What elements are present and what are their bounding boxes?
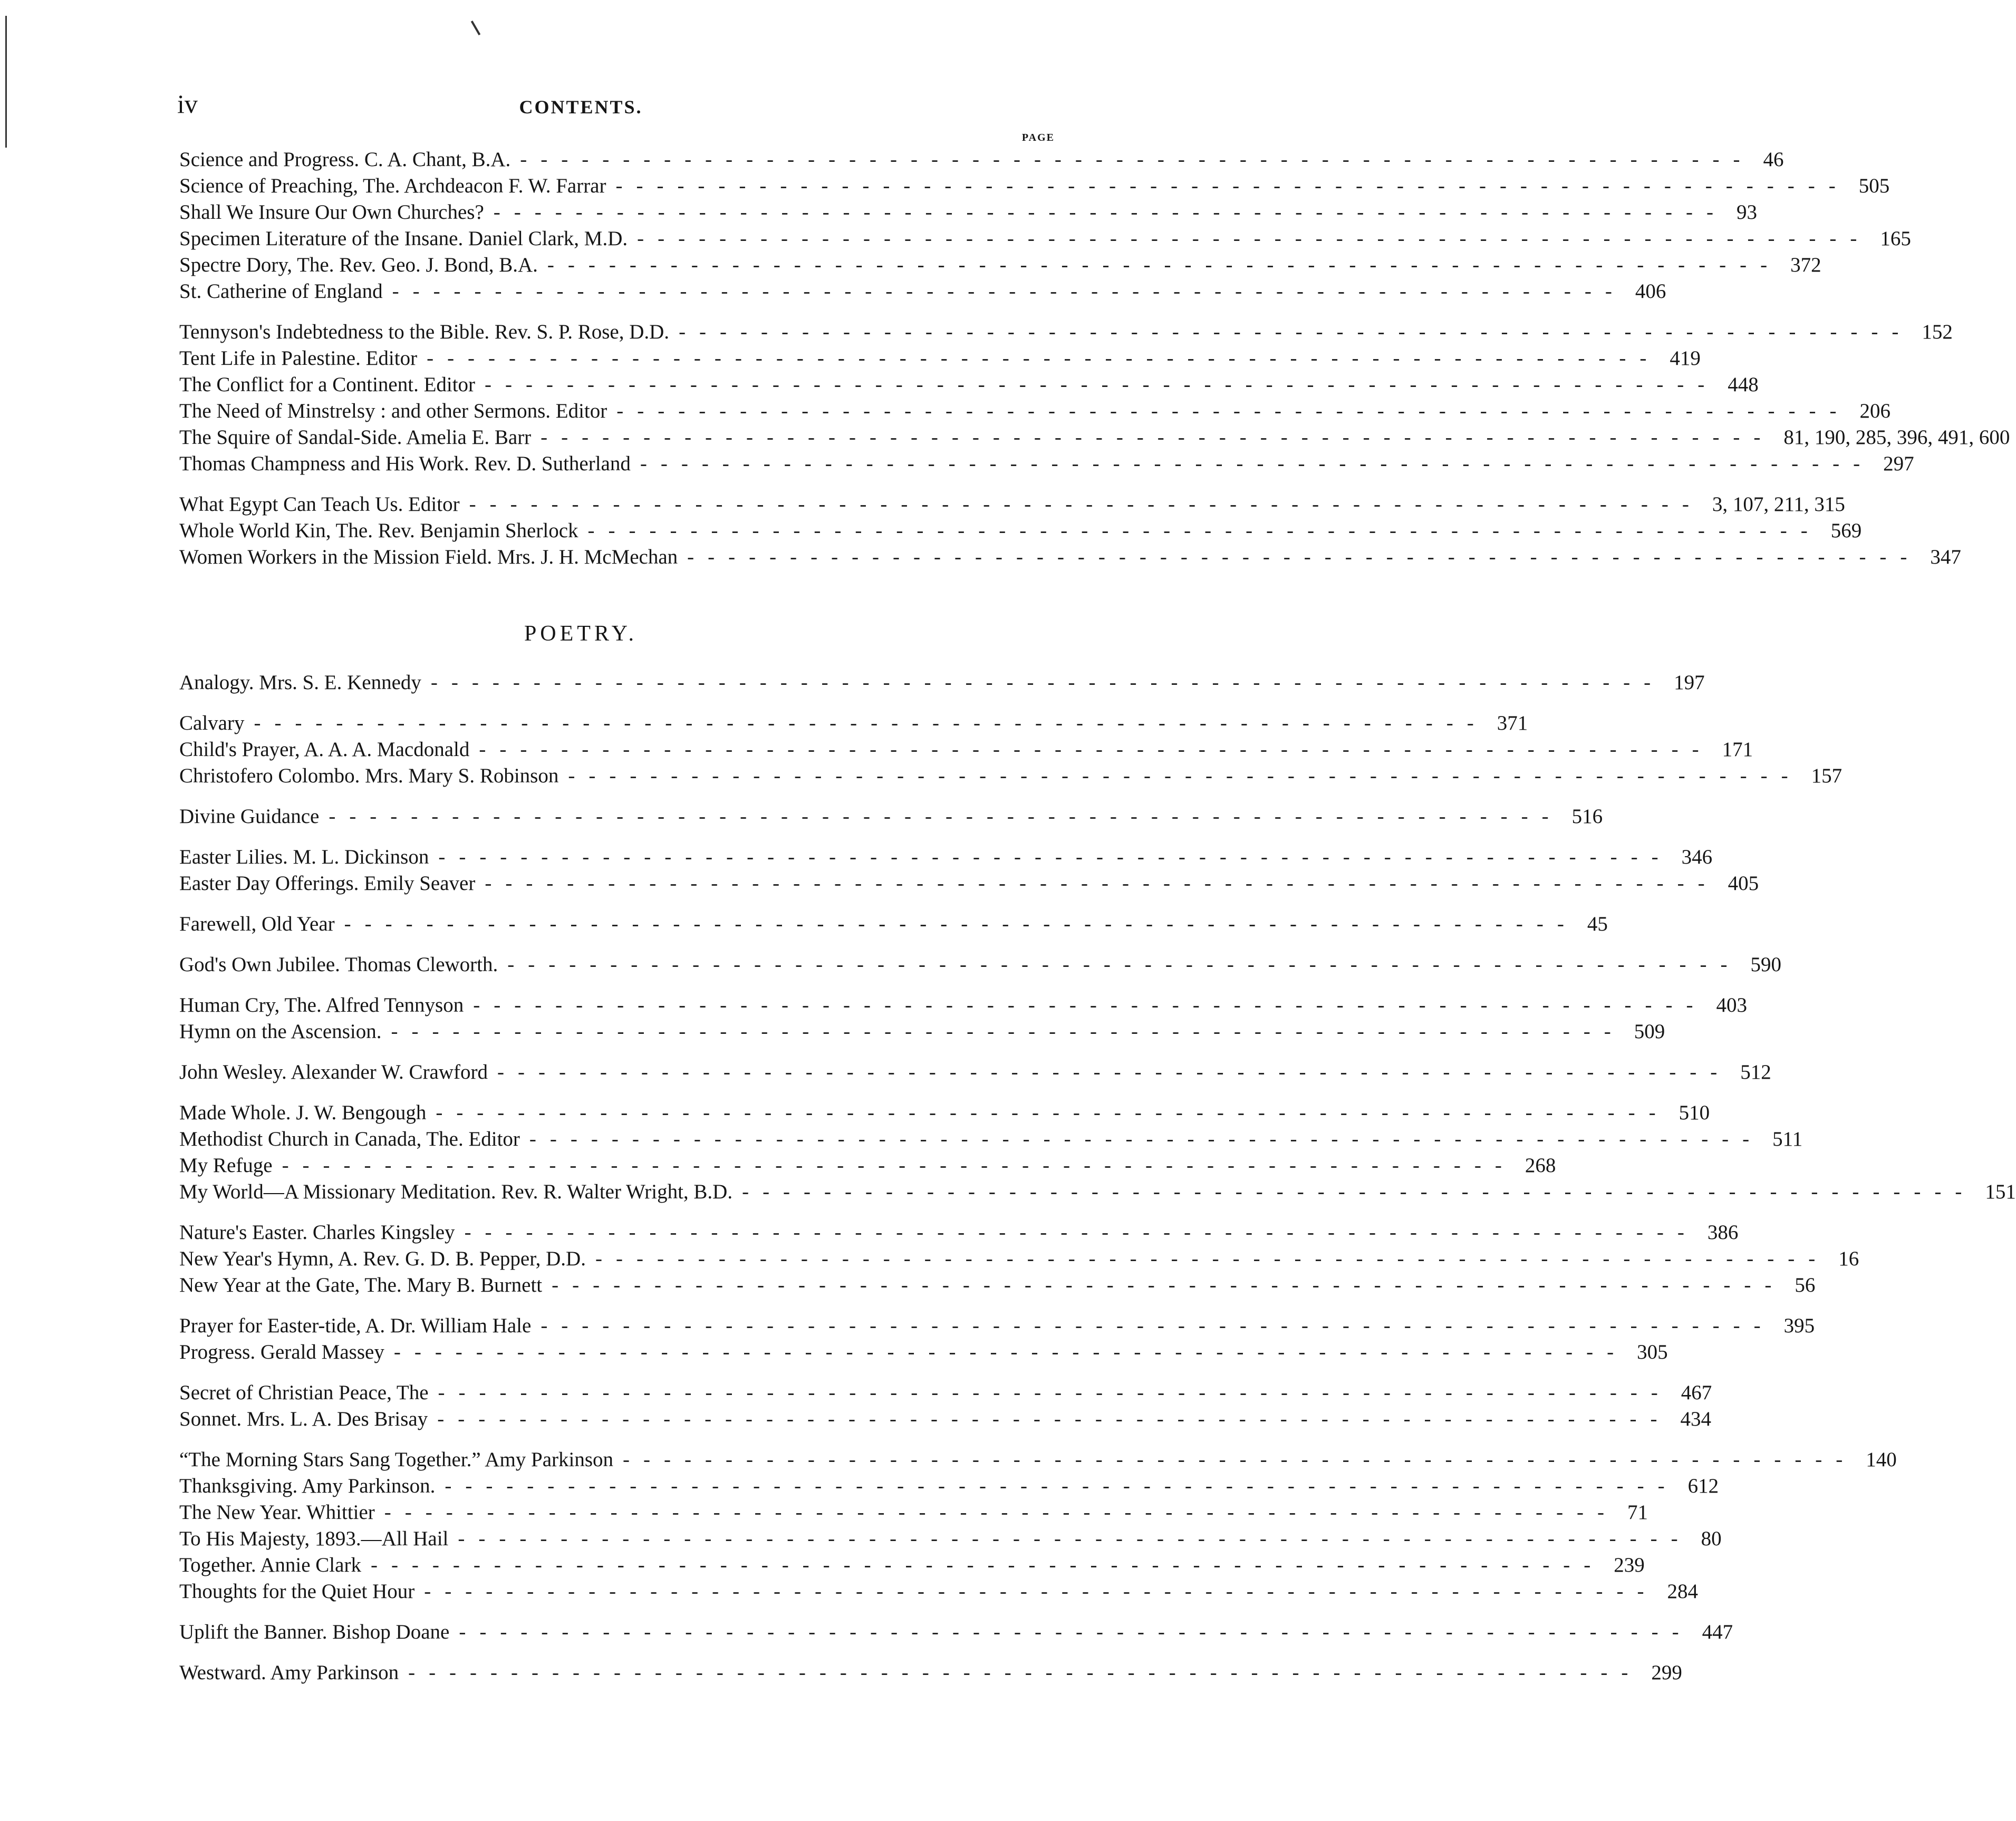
dot-leader: ------------------------------------------------------------	[547, 254, 1781, 276]
entry-page-number: 56	[1795, 1274, 1816, 1296]
contents-entry	[179, 398, 1890, 424]
entry-page-number: 447	[1702, 1621, 1733, 1643]
contents-entry	[179, 1473, 1719, 1499]
poetry-group	[179, 1619, 1733, 1645]
contents-entry	[179, 1126, 1803, 1152]
entry-title: To His Majesty, 1893.—All Hail	[179, 1527, 449, 1550]
poetry-contents-list	[179, 670, 2016, 1700]
entry-page-number: 569	[1830, 519, 1862, 542]
dot-leader: ------------------------------------------------------------	[497, 1061, 1731, 1083]
entry-title: Christofero Colombo. Mrs. Mary S. Robinson	[179, 764, 559, 787]
poetry-group	[179, 1100, 2016, 1205]
dot-leader: ------------------------------------------------------------	[391, 1020, 1625, 1043]
entry-title: My Refuge	[179, 1154, 273, 1177]
dot-leader: ------------------------------------------------------------	[485, 872, 1719, 895]
dot-leader: ------------------------------------------------------------	[640, 452, 1874, 475]
entry-page-number: 516	[1571, 805, 1603, 828]
contents-entry	[179, 451, 1914, 477]
entry-title: The New Year. Whittier	[179, 1501, 375, 1524]
dot-leader: ------------------------------------------------------------	[424, 1580, 1658, 1603]
dot-leader: ------------------------------------------------------------	[437, 1408, 1671, 1430]
dot-leader: ------------------------------------------------------------	[392, 280, 1626, 303]
entry-title: Analogy. Mrs. S. E. Kennedy	[179, 671, 421, 694]
dot-leader: ------------------------------------------------------------	[541, 1314, 1774, 1337]
entry-title: New Year at the Gate, The. Mary B. Burnett	[179, 1274, 543, 1296]
dot-leader: ------------------------------------------------------------	[445, 1475, 1679, 1497]
contents-entry	[179, 424, 2010, 451]
dot-leader: ------------------------------------------------------------	[344, 913, 1578, 935]
contents-entry	[179, 491, 1845, 518]
poetry-group	[179, 1059, 1771, 1086]
prose-group	[179, 147, 1911, 305]
dot-leader: ------------------------------------------------------------	[541, 426, 1774, 449]
entry-title: Science of Preaching, The. Archdeacon F. W. Farrar	[179, 175, 606, 197]
entry-title: St. Catherine of England	[179, 280, 383, 303]
dot-leader: ------------------------------------------------------------	[637, 227, 1871, 250]
entry-page-number: 81, 190, 285, 396, 491, 600	[1783, 426, 2010, 449]
entry-page-number: 511	[1772, 1128, 1803, 1150]
entry-page-number: 371	[1497, 712, 1528, 734]
contents-entry	[179, 952, 1782, 978]
poetry-group	[179, 952, 1782, 978]
entry-title: Together. Annie Clark	[179, 1554, 361, 1576]
entry-page-number: 395	[1783, 1314, 1815, 1337]
entry-title: Made Whole. J. W. Bengough	[179, 1101, 427, 1124]
entry-title: Hymn on the Ascension.	[179, 1020, 382, 1043]
contents-entry	[179, 992, 1747, 1019]
dot-leader: ------------------------------------------------------------	[458, 1527, 1692, 1550]
dot-leader: ------------------------------------------------------------	[587, 519, 1821, 542]
contents-entry	[179, 670, 1705, 696]
entry-page-number: 140	[1866, 1448, 1897, 1471]
entry-page-number: 3, 107, 211, 315	[1712, 493, 1845, 516]
entry-page-number: 197	[1674, 671, 1705, 694]
contents-entry	[179, 844, 1713, 870]
contents-entry	[179, 319, 1953, 345]
entry-title: Secret of Christian Peace, The	[179, 1381, 429, 1404]
entry-page-number: 151	[1985, 1180, 2016, 1203]
entry-page-number: 467	[1681, 1381, 1712, 1404]
entry-title: Human Cry, The. Alfred Tennyson	[179, 994, 464, 1016]
poetry-group	[179, 1660, 1682, 1686]
contents-entry	[179, 252, 1821, 278]
entry-title: Sonnet. Mrs. L. A. Des Brisay	[179, 1408, 428, 1430]
contents-entry	[179, 1100, 1710, 1126]
poetry-group	[179, 1447, 1897, 1605]
contents-entry	[179, 1152, 1556, 1179]
contents-entry	[179, 1380, 1712, 1406]
dot-leader: ------------------------------------------------------------	[370, 1554, 1605, 1576]
entry-page-number: 448	[1728, 373, 1759, 396]
dot-leader: ------------------------------------------------------------	[427, 347, 1661, 370]
entry-title: God's Own Jubilee. Thomas Cleworth.	[179, 953, 498, 976]
entry-page-number: 80	[1701, 1527, 1722, 1550]
entry-page-number: 612	[1687, 1475, 1719, 1497]
entry-title: Progress. Gerald Massey	[179, 1341, 384, 1363]
entry-title: Shall We Insure Our Own Churches?	[179, 201, 484, 224]
entry-page-number: 297	[1883, 452, 1914, 475]
poetry-group	[179, 1380, 1712, 1432]
poetry-heading: POETRY.	[524, 622, 638, 646]
entry-title: Nature's Easter. Charles Kingsley	[179, 1221, 455, 1244]
entry-page-number: 403	[1716, 994, 1747, 1016]
entry-page-number: 405	[1728, 872, 1759, 895]
entry-page-number: 372	[1790, 254, 1821, 276]
entry-page-number: 239	[1614, 1554, 1645, 1576]
entry-page-number: 171	[1722, 738, 1753, 761]
dot-leader: ------------------------------------------------------------	[529, 1128, 1763, 1150]
dot-leader: ------------------------------------------------------------	[507, 953, 1741, 976]
contents-entry	[179, 737, 1753, 763]
contents-entry	[179, 1339, 1668, 1365]
dot-leader: ------------------------------------------------------------	[408, 1661, 1642, 1684]
entry-title: Science and Progress. C. A. Chant, B.A.	[179, 148, 511, 171]
contents-entry	[179, 372, 1759, 398]
entry-title: Calvary	[179, 712, 245, 734]
entry-page-number: 406	[1635, 280, 1666, 303]
contents-entry	[179, 1219, 1739, 1246]
contents-entry	[179, 1059, 1771, 1086]
poetry-group	[179, 670, 1705, 696]
dot-leader: ------------------------------------------------------------	[430, 671, 1665, 694]
entry-title: Easter Lilies. M. L. Dickinson	[179, 846, 429, 868]
contents-entry	[179, 1619, 1733, 1645]
dot-leader: ------------------------------------------------------------	[436, 1101, 1670, 1124]
poetry-group	[179, 1219, 1859, 1299]
poetry-group	[179, 710, 1843, 789]
entry-page-number: 386	[1707, 1221, 1739, 1244]
entry-page-number: 284	[1667, 1580, 1699, 1603]
contents-entry	[179, 763, 1843, 789]
dot-leader: ------------------------------------------------------------	[464, 1221, 1698, 1244]
poetry-group	[179, 844, 1759, 897]
dot-leader: ------------------------------------------------------------	[615, 175, 1849, 197]
dot-leader: ------------------------------------------------------------	[520, 148, 1754, 171]
entry-page-number: 157	[1811, 764, 1843, 787]
entry-title: The Squire of Sandal-Side. Amelia E. Barr	[179, 426, 532, 449]
prose-group	[179, 319, 2010, 477]
entry-title: Prayer for Easter-tide, A. Dr. William Hale	[179, 1314, 532, 1337]
contents-entry	[179, 226, 1911, 252]
running-title: CONTENTS.	[519, 96, 643, 118]
poetry-group	[179, 911, 1608, 937]
contents-entry	[179, 1499, 1648, 1526]
contents-entry	[179, 870, 1759, 897]
entry-page-number: 419	[1670, 347, 1701, 370]
contents-entry	[179, 803, 1603, 830]
contents-entry	[179, 1552, 1645, 1578]
dot-leader: ------------------------------------------------------------	[687, 546, 1921, 568]
contents-entry	[179, 278, 1666, 305]
dot-leader: ------------------------------------------------------------	[438, 1381, 1672, 1404]
dot-leader: ------------------------------------------------------------	[568, 764, 1802, 787]
dot-leader: ------------------------------------------------------------	[459, 1621, 1693, 1643]
entry-title: “The Morning Stars Sang Together.” Amy Parkinson	[179, 1448, 614, 1471]
dot-leader: ------------------------------------------------------------	[479, 738, 1713, 761]
entry-title: The Need of Minstrelsy : and other Sermons. Editor	[179, 400, 607, 422]
entry-page-number: 509	[1634, 1020, 1665, 1043]
contents-entry	[179, 345, 1701, 372]
entry-title: Whole World Kin, The. Rev. Benjamin Sherlock	[179, 519, 578, 542]
entry-page-number: 299	[1651, 1661, 1682, 1684]
contents-entry	[179, 1246, 1859, 1272]
entry-page-number: 71	[1627, 1501, 1648, 1524]
entry-title: Thanksgiving. Amy Parkinson.	[179, 1475, 436, 1497]
entry-page-number: 590	[1750, 953, 1782, 976]
entry-page-number: 93	[1737, 201, 1758, 224]
dot-leader: ------------------------------------------------------------	[438, 846, 1672, 868]
dot-leader: ------------------------------------------------------------	[473, 994, 1707, 1016]
contents-entry	[179, 544, 1961, 570]
entry-page-number: 347	[1930, 546, 1961, 568]
contents-entry	[179, 518, 1862, 544]
page-column-label: PAGE	[1021, 132, 1055, 143]
entry-page-number: 268	[1525, 1154, 1556, 1177]
entry-page-number: 46	[1763, 148, 1784, 171]
contents-entry	[179, 1406, 1711, 1432]
entry-page-number: 512	[1740, 1061, 1771, 1083]
entry-title: Spectre Dory, The. Rev. Geo. J. Bond, B.A.	[179, 254, 538, 276]
dot-leader: ------------------------------------------------------------	[623, 1448, 1857, 1471]
contents-entry	[179, 173, 1890, 199]
prose-contents-list	[179, 147, 2010, 585]
prose-group	[179, 491, 1961, 570]
contents-entry	[179, 1272, 1816, 1299]
contents-entry	[179, 911, 1608, 937]
scan-edge-mark	[5, 16, 7, 148]
entry-title: Women Workers in the Mission Field. Mrs. J. H. McMechan	[179, 546, 678, 568]
entry-title: Easter Day Offerings. Emily Seaver	[179, 872, 476, 895]
dot-leader: ------------------------------------------------------------	[552, 1274, 1786, 1296]
dot-leader: ------------------------------------------------------------	[329, 805, 1562, 828]
dot-leader: ------------------------------------------------------------	[254, 712, 1488, 734]
entry-page-number: 206	[1859, 400, 1890, 422]
contents-entry	[179, 147, 1784, 173]
contents-entry	[179, 710, 1528, 737]
entry-page-number: 434	[1680, 1408, 1711, 1430]
entry-page-number: 45	[1587, 913, 1608, 935]
dot-leader: ------------------------------------------------------------	[282, 1154, 1516, 1177]
entry-page-number: 305	[1637, 1341, 1668, 1363]
poetry-group	[179, 1313, 1815, 1365]
entry-page-number: 16	[1838, 1247, 1859, 1270]
entry-title: Tent Life in Palestine. Editor	[179, 347, 418, 370]
entry-title: Methodist Church in Canada, The. Editor	[179, 1128, 520, 1150]
entry-title: Specimen Literature of the Insane. Daniel Clark, M.D.	[179, 227, 628, 250]
contents-entry	[179, 1019, 1665, 1045]
dot-leader: ------------------------------------------------------------	[595, 1247, 1829, 1270]
entry-title: The Conflict for a Continent. Editor	[179, 373, 476, 396]
dot-leader: ------------------------------------------------------------	[616, 400, 1850, 422]
entry-title: New Year's Hymn, A. Rev. G. D. B. Pepper, D.D.	[179, 1247, 586, 1270]
scan-speck	[471, 21, 480, 35]
contents-entry	[179, 1447, 1897, 1473]
entry-title: Child's Prayer, A. A. A. Macdonald	[179, 738, 470, 761]
entry-title: My World—A Missionary Meditation. Rev. R. Walter Wright, B.D.	[179, 1180, 733, 1203]
poetry-group	[179, 992, 1747, 1045]
contents-entry	[179, 1660, 1682, 1686]
entry-title: Thomas Champness and His Work. Rev. D. Sutherland	[179, 452, 631, 475]
entry-page-number: 346	[1681, 846, 1713, 868]
contents-entry	[179, 1578, 1699, 1605]
contents-entry	[179, 1179, 2016, 1205]
entry-title: What Egypt Can Teach Us. Editor	[179, 493, 460, 516]
dot-leader: ------------------------------------------------------------	[485, 373, 1719, 396]
contents-entry	[179, 1313, 1815, 1339]
entry-title: John Wesley. Alexander W. Crawford	[179, 1061, 488, 1083]
entry-title: Farewell, Old Year	[179, 913, 335, 935]
dot-leader: ------------------------------------------------------------	[742, 1180, 1976, 1203]
entry-page-number: 505	[1858, 175, 1890, 197]
entry-title: Divine Guidance	[179, 805, 320, 828]
contents-entry	[179, 1526, 1722, 1552]
entry-title: Tennyson's Indebtedness to the Bible. Rev. S. P. Rose, D.D.	[179, 321, 670, 343]
page-folio: iv	[177, 89, 198, 119]
entry-title: Thoughts for the Quiet Hour	[179, 1580, 415, 1603]
dot-leader: ------------------------------------------------------------	[469, 493, 1703, 516]
entry-page-number: 510	[1679, 1101, 1710, 1124]
dot-leader: ------------------------------------------------------------	[384, 1501, 1618, 1524]
contents-entry	[179, 199, 1758, 226]
entry-title: Westward. Amy Parkinson	[179, 1661, 399, 1684]
entry-title: Uplift the Banner. Bishop Doane	[179, 1621, 450, 1643]
poetry-group	[179, 803, 1603, 830]
entry-page-number: 165	[1880, 227, 1911, 250]
dot-leader: ------------------------------------------------------------	[393, 1341, 1628, 1363]
dot-leader: ------------------------------------------------------------	[493, 201, 1728, 224]
entry-page-number: 152	[1922, 321, 1953, 343]
dot-leader: ------------------------------------------------------------	[679, 321, 1913, 343]
